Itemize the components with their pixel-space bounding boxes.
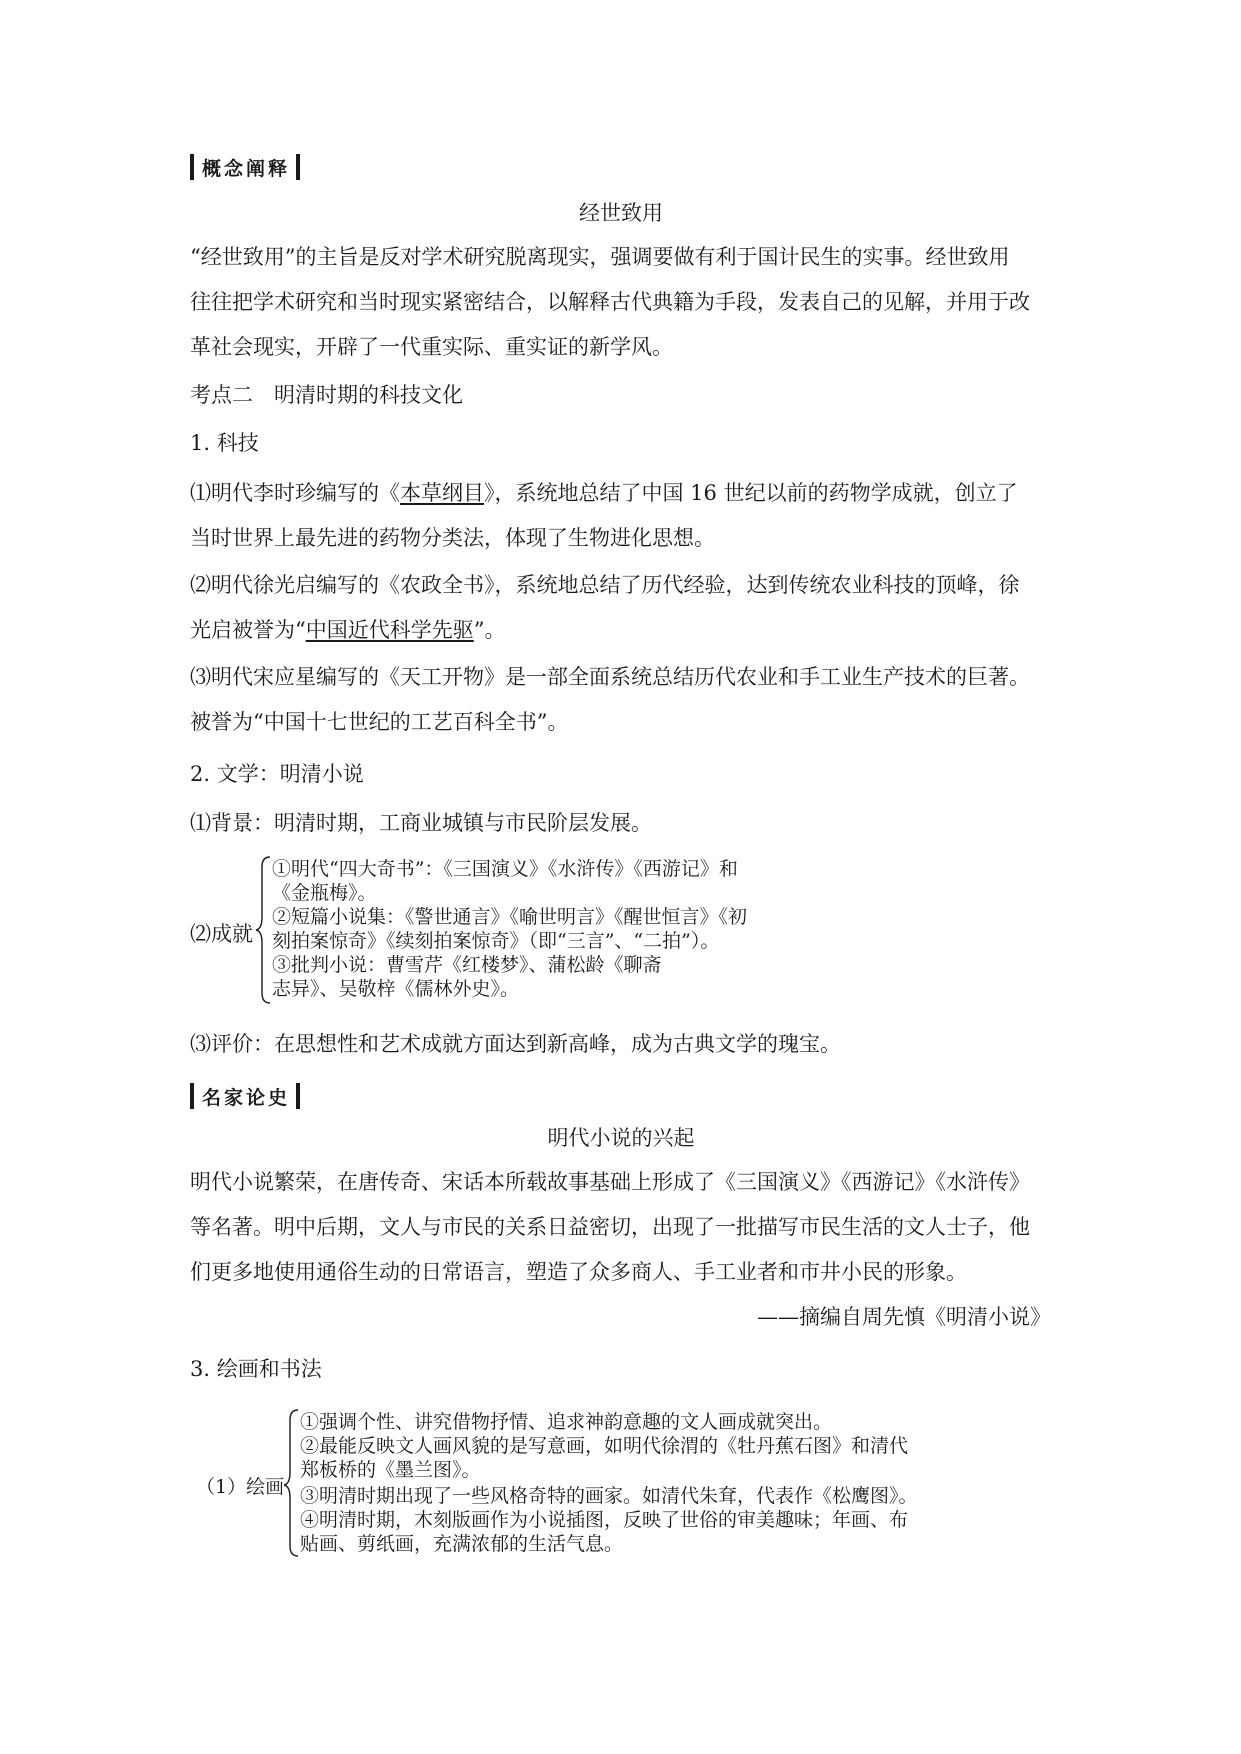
tech-item-3-line-1: ⑶明代宋应星编写的《天工开物》是一部全面系统总结历代农业和手工业生产技术的巨著。: [190, 665, 1030, 689]
achievement-line-1: ①明代“四大奇书”：《三国演义》《水浒传》《西游记》和: [272, 858, 738, 880]
literature-evaluation: ⑶评价：在思想性和艺术成就方面达到新高峰，成为古典文学的瑰宝。: [190, 1032, 841, 1056]
art-heading: 3. 绘画和书法: [190, 1357, 322, 1381]
tech-item-2-line-1: ⑵明代徐光启编写的《农政全书》，系统地总结了历代经验，达到传统农业科技的顶峰，徐: [190, 573, 1020, 597]
concept-line-2: 往往把学术研究和当时现实紧密结合，以解释古代典籍为手段，发表自己的见解，并用于改: [190, 290, 1030, 314]
concept-line-1: “经世致用”的主旨是反对学术研究脱离现实，强调要做有利于国计民生的实事。经世致用: [190, 245, 1010, 269]
painting-line-1: ①强调个性、讲究借物抒情、追求神韵意趣的文人画成就突出。: [300, 1411, 833, 1433]
section-tag-historians: [190, 1081, 300, 1111]
historians-line-1: 明代小说繁荣，在唐传奇、宋话本所载故事基础上形成了《三国演义》《西游记》《水浒传》: [190, 1170, 1030, 1194]
achievement-brace: [258, 855, 272, 1005]
achievement-line-2: 《金瓶梅》。: [272, 882, 377, 904]
section-tag-concept: [190, 152, 300, 182]
historians-line-3: 们更多地使用通俗生动的日常语言，塑造了众多商人、手工业者和市井小民的形象。: [190, 1260, 967, 1284]
achievement-line-5: ③批判小说：曹雪芹《红楼梦》、蒲松龄《聊斋: [272, 954, 662, 976]
painting-label: （1）绘画: [196, 1476, 285, 1498]
tech-heading: 1. 科技: [190, 431, 259, 455]
historians-title: 明代小说的兴起: [547, 1126, 695, 1150]
achievement-label: ⑵成就: [190, 922, 253, 946]
achievement-line-4: 刻拍案惊奇》《续刻拍案惊奇》（即“三言”、“二拍”）。: [272, 930, 720, 952]
painting-line-3: 郑板桥的《墨兰图》。: [300, 1459, 481, 1481]
text-segment: ”。: [473, 618, 506, 642]
historians-line-2: 等名著。明中后期，文人与市民的关系日益密切，出现了一批描写市民生活的文人士子，他: [190, 1215, 1030, 1239]
underlined-term: 本草纲目: [400, 481, 484, 505]
achievement-line-6: 志异》、吴敬梓《儒林外史》。: [272, 978, 520, 1000]
literature-heading: 2. 文学：明清小说: [190, 762, 364, 786]
text-segment: 光启被誉为“: [190, 618, 306, 642]
tech-item-1-line-2: 当时世界上最先进的药物分类法，体现了生物进化思想。: [190, 526, 715, 550]
painting-line-4: ③明清时期出现了一些风格奇特的画家。如清代朱耷，代表作《松鹰图》。: [300, 1485, 918, 1507]
painting-line-2: ②最能反映文人画风貌的是写意画，如明代徐渭的《牡丹蕉石图》和清代: [300, 1435, 909, 1457]
concept-title: 经世致用: [579, 201, 663, 225]
painting-brace: [286, 1408, 300, 1558]
painting-line-5: ④明清时期，木刻版画作为小说插图，反映了世俗的审美趣味；年画、布: [300, 1509, 909, 1531]
tag-bar-right: [296, 154, 300, 180]
tech-item-1-line-1: [190, 481, 1018, 505]
concept-line-3: 革社会现实，开辟了一代重实际、重实证的新学风。: [190, 335, 673, 359]
tag-label: 名家论史: [202, 1086, 291, 1109]
literature-background: ⑴背景：明清时期，工商业城镇与市民阶层发展。: [190, 811, 652, 835]
tag-label: 概念阐释: [202, 157, 291, 180]
kaodian-heading: 考点二 明清时期的科技文化: [190, 383, 463, 407]
text-segment: ⑴明代李时珍编写的《: [190, 481, 400, 505]
achievement-line-3: ②短篇小说集：《警世通言》《喻世明言》《醒世恒言》《初: [272, 906, 748, 928]
tag-bar-right: [296, 1083, 300, 1109]
historians-source: ——摘编自周先慎《明清小说》: [757, 1305, 1051, 1329]
tech-item-2-line-2: [190, 618, 506, 642]
underlined-term: 中国近代科学先驱: [305, 618, 474, 642]
tech-item-3-line-2: 被誉为“中国十七世纪的工艺百科全书”。: [190, 710, 569, 734]
painting-line-6: 贴画、剪纸画，充满浓郁的生活气息。: [300, 1533, 624, 1555]
text-segment: 》，系统地总结了中国 16 世纪以前的药物学成就，创立了: [484, 481, 1018, 505]
